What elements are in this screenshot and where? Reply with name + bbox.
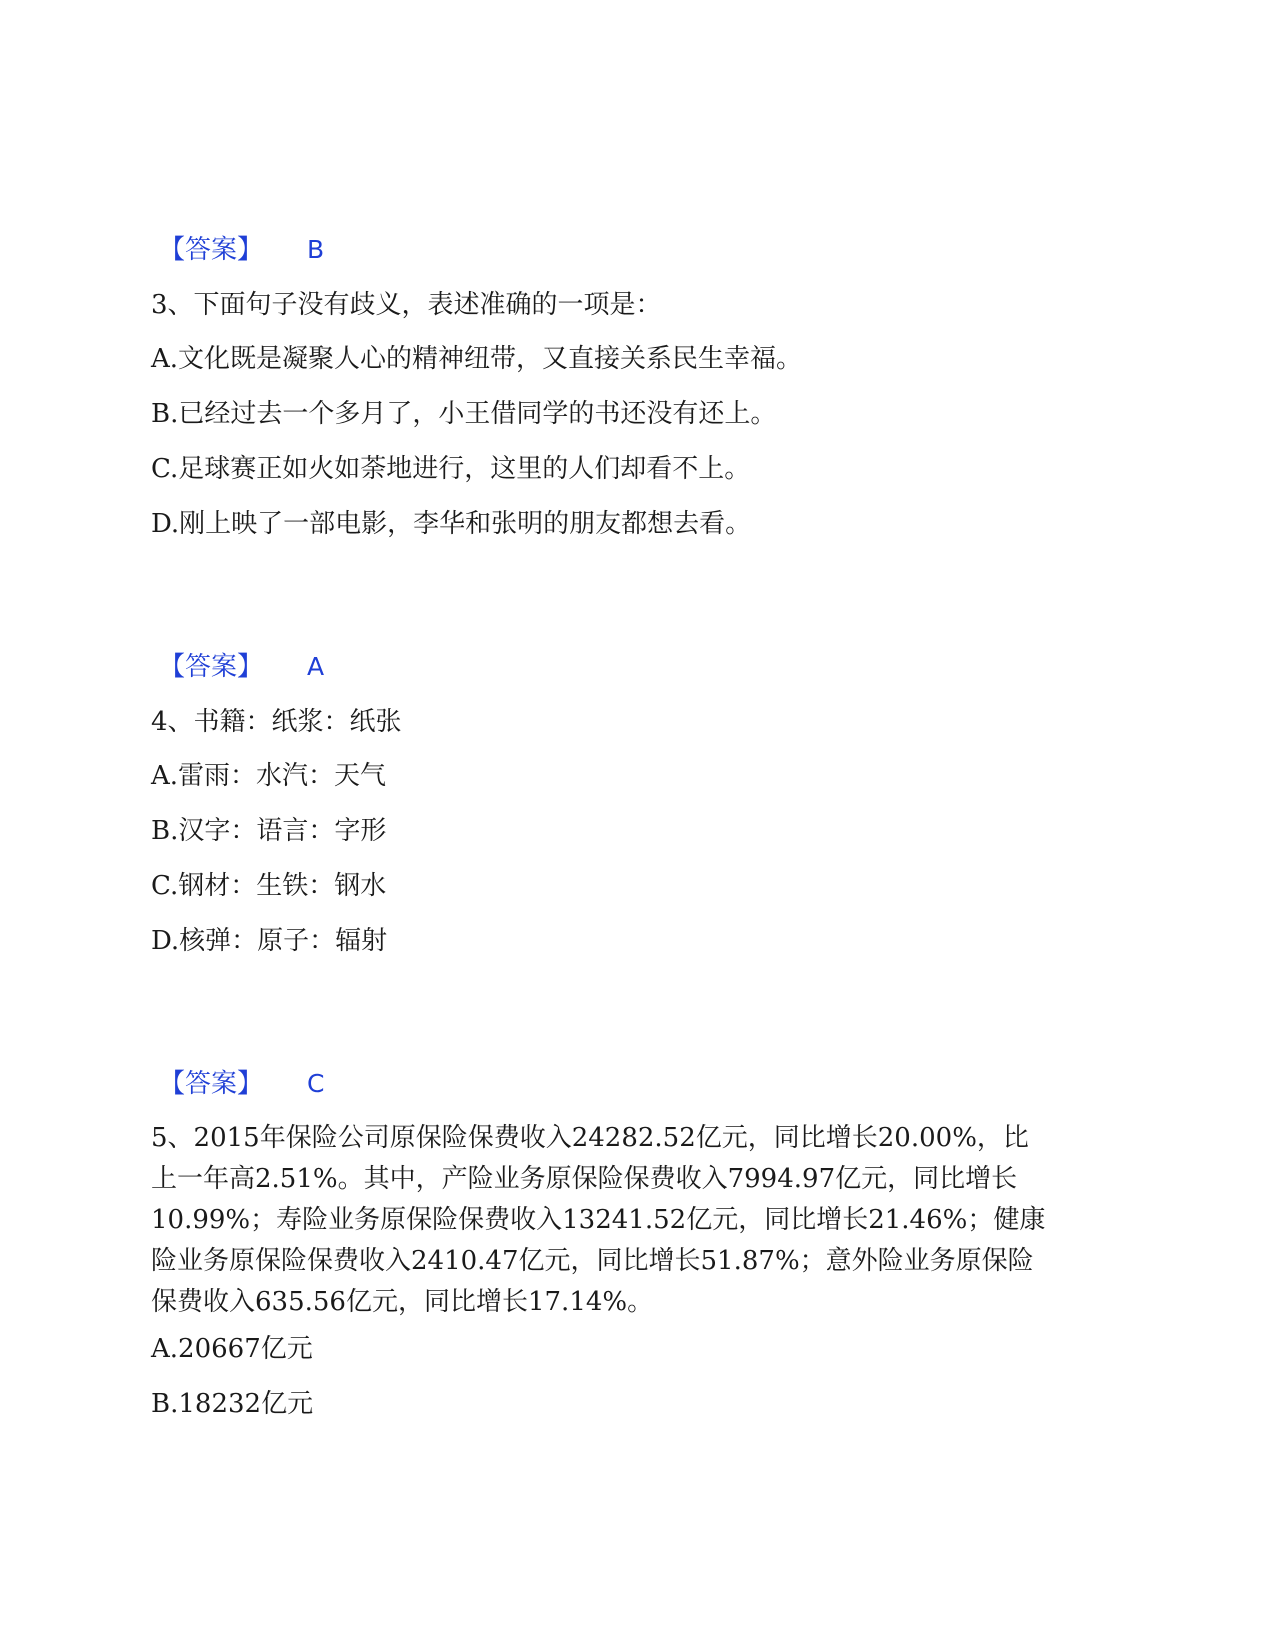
- question-5-stem: [151, 1118, 1121, 1323]
- question-5-stem-line: 10.99%；寿险业务原保险保费收入13241.52亿元，同比增长21.46%；健康: [151, 1205, 1046, 1235]
- question-5-option-b: B.18232亿元: [151, 1389, 314, 1419]
- answer-value: C: [307, 1069, 325, 1098]
- question-3-stem: 3、下面句子没有歧义，表述准确的一项是：: [151, 290, 662, 320]
- answer-value: B: [307, 235, 325, 264]
- question-3-option-b: B.已经过去一个多月了，小王借同学的书还没有还上。: [151, 399, 777, 429]
- question-5-stem-line: 保费收入635.56亿元，同比增长17.14%。: [151, 1287, 654, 1317]
- answer-label: 【答案】: [159, 1069, 264, 1099]
- answer-line-q2: [151, 233, 324, 267]
- answer-line-q3: [151, 650, 324, 684]
- question-5-stem-line: 5、2015年保险公司原保险保费收入24282.52亿元，同比增长20.00%，比: [151, 1123, 1029, 1153]
- answer-line-q4: [151, 1067, 324, 1101]
- question-5-stem-line: 上一年高2.51%。其中，产险业务原保险保费收入7994.97亿元，同比增长: [151, 1164, 1018, 1194]
- question-4-option-b: B.汉字：语言：字形: [151, 816, 387, 846]
- question-5-option-a: A.20667亿元: [151, 1334, 313, 1364]
- question-3-option-c: C.足球赛正如火如荼地进行，这里的人们却看不上。: [151, 454, 751, 484]
- question-5-stem-line: 险业务原保险保费收入2410.47亿元，同比增长51.87%；意外险业务原保险: [151, 1246, 1034, 1276]
- question-4-option-c: C.钢材：生铁：钢水: [151, 871, 387, 901]
- question-3-option-d: D.刚上映了一部电影，李华和张明的朋友都想去看。: [151, 509, 752, 539]
- question-4-stem: 4、书籍：纸浆：纸张: [151, 707, 402, 737]
- answer-value: A: [307, 652, 325, 681]
- question-4-option-a: A.雷雨：水汽：天气: [151, 761, 387, 791]
- question-3-option-a: A.文化既是凝聚人心的精神纽带，又直接关系民生幸福。: [151, 344, 803, 374]
- answer-label: 【答案】: [159, 235, 264, 265]
- answer-label: 【答案】: [159, 652, 264, 682]
- question-4-option-d: D.核弹：原子：辐射: [151, 926, 388, 956]
